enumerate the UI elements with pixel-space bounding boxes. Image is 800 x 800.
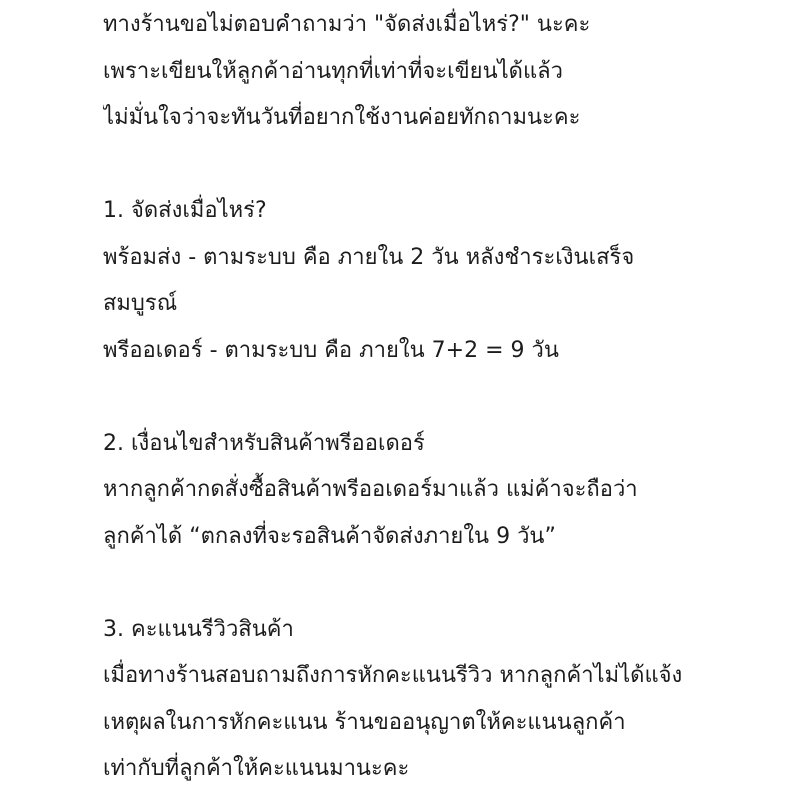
section-1-line-3: พรีออเดอร์ - ตามระบบ คือ ภายใน 7+2 = 9 วัน: [103, 337, 559, 363]
section-3-line-2: เหตุผลในการหักคะแนน ร้านขออนุญาตให้คะแนนลูกค้า: [103, 709, 626, 735]
section-2-line-1: หากลูกค้ากดสั่งซื้อสินค้าพรีออเดอร์มาแล้ว แม่ค้าจะถือว่า: [103, 477, 638, 502]
intro-line-2: เพราะเขียนให้ลูกค้าอ่านทุกที่เท่าที่จะเขียนได้แล้ว: [103, 58, 563, 84]
spacer: [103, 560, 723, 607]
section-3-line-1: เมื่อทางร้านสอบถามถึงการหักคะแนนรีวิว หากลูกค้าไม่ได้แจ้ง: [103, 663, 683, 688]
section-2-line-2: ลูกค้าได้ “ตกลงที่จะรอสินค้าจัดส่งภายใน 9 วัน”: [103, 523, 556, 549]
section-1-line-1: พร้อมส่ง - ตามระบบ คือ ภายใน 2 วัน หลังชำระเงินเสร็จ: [103, 244, 635, 270]
section-3-heading: 3. คะแนนรีวิวสินค้า: [103, 616, 294, 642]
shop-policy-text: [103, 2, 723, 800]
section-2-heading: 2. เงื่อนไขสำหรับสินค้าพรีออเดอร์: [103, 430, 425, 456]
intro-line-3: ไม่มั่นใจว่าจะทันวันที่อยากใช้งานค่อยทักถามนะคะ: [103, 105, 581, 130]
spacer: [103, 142, 723, 189]
section-1-heading: 1. จัดส่งเมื่อไหร่?: [103, 198, 267, 223]
section-3-line-3: เท่ากับที่ลูกค้าให้คะแนนมานะคะ: [103, 756, 410, 781]
section-1-line-2: สมบูรณ์: [103, 291, 178, 316]
spacer: [103, 374, 723, 421]
intro-line-1: ทางร้านขอไม่ตอบคำถามว่า "จัดส่งเมื่อไหร่?" นะคะ: [103, 12, 591, 37]
